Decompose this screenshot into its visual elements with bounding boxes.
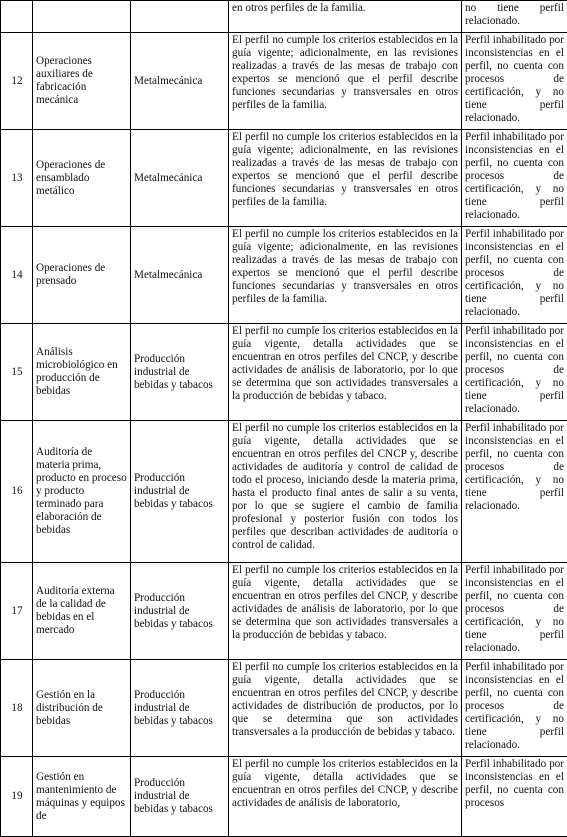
table-row	[1, 324, 567, 421]
observation-cell: El perfil no cumple los criterios establecidos en la guía vigente; adicionalmente, en las revisiones realizadas a través de las mesas de trabajo con expertos se mencionó que el perfil describe funciones secundarias y transversales en otros perfiles de la familia.	[229, 130, 462, 227]
profile-name-cell: Operaciones de prensado	[33, 227, 131, 324]
row-number-cell: 13	[1, 130, 33, 227]
family-cell: Metalmecánica	[131, 130, 229, 227]
profile-name-cell: Gestión en mantenimiento de máquinas y equipos de	[33, 757, 131, 837]
profile-name-cell: Gestión en la distribución de bebidas	[33, 660, 131, 757]
family-cell: Producción industrial de bebidas y tabacos	[131, 421, 229, 563]
row-number-cell	[1, 1, 33, 33]
observation-cell: en otros perfiles de la familia.	[229, 1, 462, 33]
profile-name-cell: Operaciones de ensamblado metálico	[33, 130, 131, 227]
status-cell: Perfil inhabilitado por inconsistencias en el perfil, no cuenta con procesos de certificación, y no tiene perfil relacionado.	[462, 563, 567, 660]
family-cell: Producción industrial de bebidas y tabacos	[131, 324, 229, 421]
table-row	[1, 660, 567, 757]
status-cell: Perfil inhabilitado por inconsistencias en el perfil, no cuenta con procesos de certificación, y no tiene perfil relacionado.	[462, 227, 567, 324]
status-cell: Perfil inhabilitado por inconsistencias en el perfil, no cuenta con procesos de certificación, y no tiene perfil relacionado.	[462, 130, 567, 227]
family-cell: Producción industrial de bebidas y tabacos	[131, 660, 229, 757]
status-cell: Perfil inhabilitado por inconsistencias en el perfil, no cuenta con procesos de certificación, y no tiene perfil relacionado.	[462, 33, 567, 130]
table-row	[1, 757, 567, 837]
row-number-cell: 15	[1, 324, 33, 421]
table-row	[1, 227, 567, 324]
profile-name-cell: Análisis microbiológico en producción de bebidas	[33, 324, 131, 421]
row-number-cell: 12	[1, 33, 33, 130]
observation-cell: El perfil no cumple los criterios establecidos en la guía vigente, detalla actividades que se encuentran en otros perfiles del CNCP, y describe actividades de análisis de laboratorio, por lo que se determina que son actividades transversales a la producción de bebidas y tabaco.	[229, 563, 462, 660]
profiles-table-body	[1, 1, 567, 837]
table-row	[1, 563, 567, 660]
profile-name-cell: Auditoría de materia prima, producto en proceso y producto terminado para elaboración de bebidas	[33, 421, 131, 563]
observation-cell: El perfil no cumple los criterios establecidos en la guía vigente, detalla actividades que se encuentran en otros perfiles del CNCP y, describe actividades de auditoría y control de calidad de todo el proceso, iniciando desde la materia prima, hasta el producto final antes de salir a su venta, por lo que se sugiere el cambio de familia profesional y posterior fusión con todos los perfiles que describan actividades de auditoría o control de calidad.	[229, 421, 462, 563]
table-row	[1, 421, 567, 563]
family-cell: Metalmecánica	[131, 33, 229, 130]
profile-name-cell: Operaciones auxiliares de fabricación mecánica	[33, 33, 131, 130]
family-cell: Producción industrial de bebidas y tabacos	[131, 757, 229, 837]
status-cell: no tiene perfil relacionado.	[462, 1, 567, 33]
profile-name-cell	[33, 1, 131, 33]
row-number-cell: 18	[1, 660, 33, 757]
observation-cell: El perfil no cumple los criterios establecidos en la guía vigente, detalla actividades que se encuentran en otros perfiles del CNCP, y describe actividades de distribución de productos, por lo que se determina que son actividades transversales a la producción de bebidas y tabaco.	[229, 660, 462, 757]
family-cell: Metalmecánica	[131, 227, 229, 324]
profile-name-cell: Auditoría externa de la calidad de bebidas en el mercado	[33, 563, 131, 660]
observation-cell: El perfil no cumple los criterios establecidos en la guía vigente; adicionalmente, en las revisiones realizadas a través de las mesas de trabajo con expertos se mencionó que el perfil describe funciones secundarias y transversales en otros perfiles de la familia.	[229, 227, 462, 324]
family-cell	[131, 1, 229, 33]
row-number-cell: 16	[1, 421, 33, 563]
table-row	[1, 130, 567, 227]
row-number-cell: 14	[1, 227, 33, 324]
table-row	[1, 33, 567, 130]
row-number-cell: 17	[1, 563, 33, 660]
row-number-cell: 19	[1, 757, 33, 837]
family-cell: Producción industrial de bebidas y tabacos	[131, 563, 229, 660]
observation-cell: El perfil no cumple los criterios establecidos en la guía vigente; adicionalmente, en las revisiones realizadas a través de las mesas de trabajo con expertos se mencionó que el perfil describe funciones secundarias y transversales en otros perfiles de la familia.	[229, 33, 462, 130]
observation-cell: El perfil no cumple los criterios establecidos en la guía vigente, detalla actividades que se encuentran en otros perfiles del CNCP, y describe actividades de análisis de laboratorio, por lo que se determina que son actividades transversales a la producción de bebidas y tabaco.	[229, 324, 462, 421]
table-row	[1, 1, 567, 33]
observation-cell: El perfil no cumple los criterios establecidos en la guía vigente, detalla actividades que se encuentran en otros perfiles del CNCP, y describe actividades de análisis de laboratorio,	[229, 757, 462, 837]
status-cell: Perfil inhabilitado por inconsistencias en el perfil, no cuenta con procesos	[462, 757, 567, 837]
status-cell: Perfil inhabilitado por inconsistencias en el perfil, no cuenta con procesos de certificación, y no tiene perfil relacionado.	[462, 324, 567, 421]
status-cell: Perfil inhabilitado por inconsistencias en el perfil, no cuenta con procesos de certificación, y no tiene perfil relacionado.	[462, 421, 567, 563]
status-cell: Perfil inhabilitado por inconsistencias en el perfil, no cuenta con procesos de certificación, y no tiene perfil relacionado.	[462, 660, 567, 757]
